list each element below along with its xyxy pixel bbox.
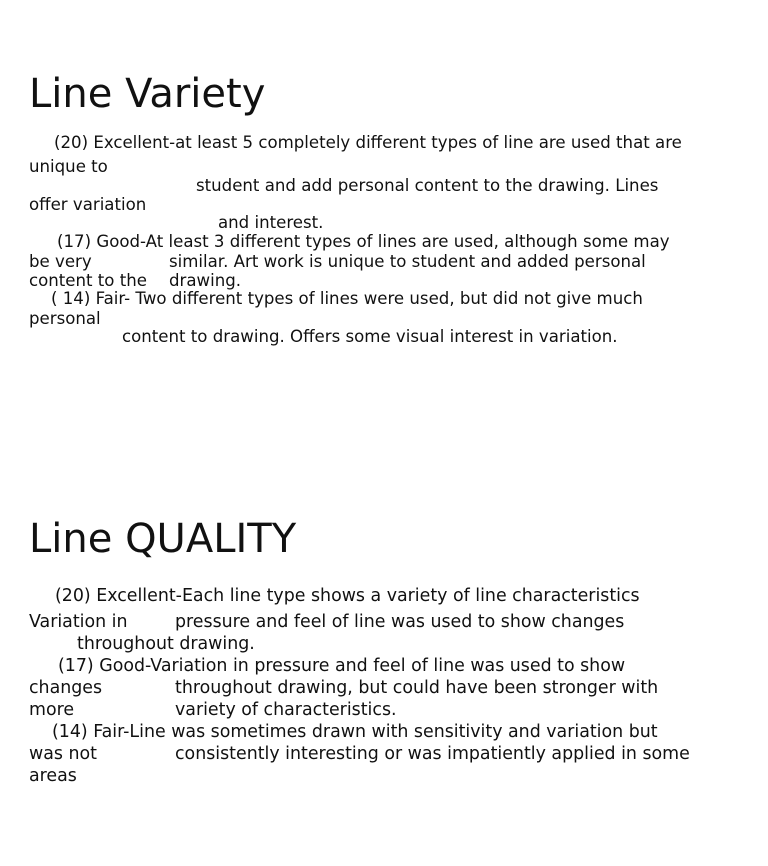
quality-good-text: throughout drawing, but could have been stronger with bbox=[175, 678, 659, 698]
variety-excellent-text: student and add personal content to the drawing. Lines bbox=[196, 176, 659, 195]
variety-good-text: content to the bbox=[29, 271, 147, 290]
variety-fair-text: content to drawing. Offers some visual interest in variation. bbox=[122, 327, 618, 346]
quality-good-text: variety of characteristics. bbox=[175, 700, 397, 720]
quality-excellent-text: Variation in bbox=[29, 612, 128, 632]
variety-excellent-text: offer variation bbox=[29, 195, 147, 214]
quality-fair-text: areas bbox=[29, 766, 77, 786]
variety-fair-criterion: ( 14) Fair- Two different types of lines were used, but did not give much bbox=[51, 289, 643, 308]
variety-good-text: be very bbox=[29, 252, 92, 271]
variety-fair-text: personal bbox=[29, 309, 101, 328]
line-quality-heading: Line QUALITY bbox=[29, 516, 297, 562]
variety-good-text: drawing. bbox=[169, 271, 242, 290]
variety-good-criterion: (17) Good-At least 3 different types of lines are used, although some may bbox=[57, 232, 670, 251]
quality-excellent-criterion: (20) Excellent-Each line type shows a variety of line characteristics bbox=[55, 586, 640, 606]
variety-good-text: similar. Art work is unique to student and added personal bbox=[169, 252, 646, 271]
quality-good-text: more bbox=[29, 700, 75, 720]
quality-good-text: changes bbox=[29, 678, 103, 698]
line-variety-heading: Line Variety bbox=[29, 71, 266, 117]
variety-excellent-text: and interest. bbox=[218, 213, 324, 232]
quality-fair-criterion: (14) Fair-Line was sometimes drawn with sensitivity and variation but bbox=[52, 722, 658, 742]
quality-good-criterion: (17) Good-Variation in pressure and feel of line was used to show bbox=[58, 656, 626, 676]
quality-fair-text: was not bbox=[29, 744, 97, 764]
quality-excellent-text: throughout drawing. bbox=[77, 634, 255, 654]
variety-excellent-text: unique to bbox=[29, 157, 108, 176]
variety-excellent-criterion: (20) Excellent-at least 5 completely different types of line are used that are bbox=[54, 133, 682, 152]
quality-fair-text: consistently interesting or was impatiently applied in some bbox=[175, 744, 690, 764]
quality-excellent-text: pressure and feel of line was used to show changes bbox=[175, 612, 625, 632]
